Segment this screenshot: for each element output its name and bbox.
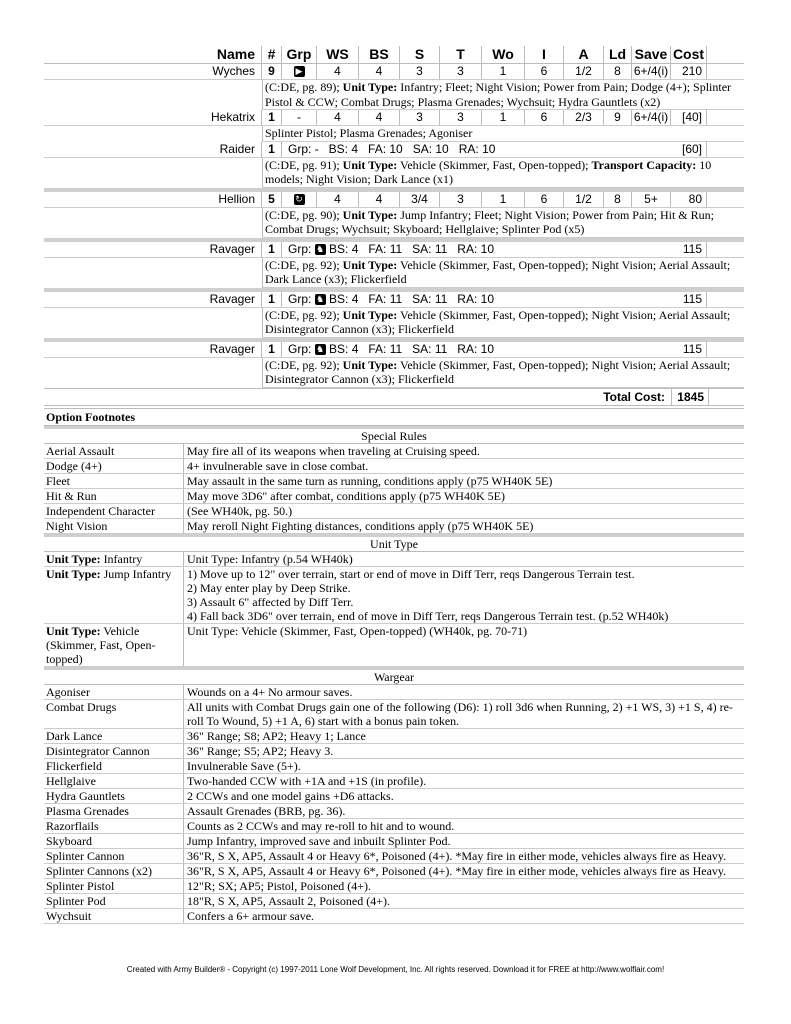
footnote-key xyxy=(44,729,184,743)
footnote-key-text: Fleet xyxy=(46,474,70,488)
header-i: I xyxy=(525,46,564,63)
unit-row xyxy=(44,292,744,308)
unit-a: 1/2 xyxy=(564,64,604,79)
header-a: A xyxy=(564,46,604,63)
vehicle-stats: BS: 4 FA: 11 SA: 11 RA: 10 xyxy=(329,291,494,306)
unit-wo: 1 xyxy=(482,64,525,79)
footnote-value: Invulnerable Save (5+). xyxy=(187,759,301,773)
unit-name: Hellion xyxy=(44,192,262,207)
footnote-value: Unit Type: Infantry (p.54 WH40k) xyxy=(187,552,353,566)
footnote-row xyxy=(44,489,744,504)
footnote-key xyxy=(44,504,184,518)
header-ld: Ld xyxy=(604,46,632,63)
unit-cost: 115 xyxy=(671,292,707,307)
footnote-row xyxy=(44,685,744,700)
unit-ws: 4 xyxy=(317,110,359,125)
total-cost-row xyxy=(44,388,744,406)
vehicle-stats: BS: 4 FA: 11 SA: 11 RA: 10 xyxy=(329,341,494,356)
unit-row xyxy=(44,142,744,158)
unit-save: 6+/4(i) xyxy=(632,64,671,79)
unit-count: 1 xyxy=(262,142,282,157)
footnote-key-bold: Unit Type: xyxy=(46,552,101,566)
footnote-key xyxy=(44,879,184,893)
footnote-row xyxy=(44,834,744,849)
vehicle-stats: Grp: - BS: 4 FA: 10 SA: 10 RA: 10 xyxy=(288,141,496,156)
footnote-key xyxy=(44,789,184,803)
unit-description: (C:DE, pg. 89); Unit Type: Infantry; Fleet; Night Vision; Power from Pain; Dodge (4+); Splinter Pistol & CCW; Combat Drugs; Plasma Grenades; Wychsuit; Hydra Gauntlets (x2) xyxy=(262,80,744,110)
footnote-key xyxy=(44,804,184,818)
unit-cost: 115 xyxy=(671,242,707,257)
unit-s: 3 xyxy=(400,110,440,125)
unit-name: Hekatrix xyxy=(44,110,262,125)
footnote-row xyxy=(44,864,744,879)
footnote-row xyxy=(44,552,744,567)
unit-s: 3/4 xyxy=(400,192,440,207)
footnote-key xyxy=(44,685,184,699)
header-count: # xyxy=(262,46,282,63)
footnote-row xyxy=(44,774,744,789)
footnote-key-text: Dodge (4+) xyxy=(46,459,102,473)
unit-cost: 115 xyxy=(671,342,707,357)
footnote-key xyxy=(44,909,184,923)
footnote-value: 12"R; SX; AP5; Pistol, Poisoned (4+). xyxy=(187,879,372,893)
beast-group-icon: ♞ xyxy=(316,243,325,254)
header-grp: Grp xyxy=(282,46,317,63)
unit-t: 3 xyxy=(440,110,482,125)
footnote-key-bold: Unit Type: xyxy=(46,567,101,581)
unit-grp: - xyxy=(282,110,317,125)
footnote-value: All units with Combat Drugs gain one of the following (D6): 1) roll 3d6 when Running, 2) +1 WS, 3) +1 S, 4) re-roll To Wound, 5) +1 A, 6) start with a bonus pain token. xyxy=(187,700,733,728)
footnote-value: 36"R, S X, AP5, Assault 4 or Heavy 6*, Poisoned (4+). *May fire in either mode, vehicles always fire as Heavy. xyxy=(187,849,727,863)
footnote-key-text: Jump Infantry xyxy=(100,567,172,581)
unit-ws: 4 xyxy=(317,192,359,207)
unit-description: Splinter Pistol; Plasma Grenades; Agoniser xyxy=(262,126,744,142)
footnotes-title: Option Footnotes xyxy=(44,409,744,426)
unit-description: (C:DE, pg. 91); Unit Type: Vehicle (Skimmer, Fast, Open-topped); Transport Capacity: 10 models; Night Vision; Dark Lance (x1) xyxy=(262,158,744,188)
footnote-value: Assault Grenades (BRB, pg. 36). xyxy=(187,804,346,818)
unit-row xyxy=(44,242,744,258)
footnote-value: 36" Range; S5; AP2; Heavy 3. xyxy=(187,744,334,758)
footnote-key xyxy=(44,864,184,878)
arrow-group-icon: ▶ xyxy=(282,64,317,79)
unit-ld: 9 xyxy=(604,110,632,125)
footnote-value: 36"R, S X, AP5, Assault 4 or Heavy 6*, Poisoned (4+). *May fire in either mode, vehicles always fire as Heavy. xyxy=(187,864,727,878)
footnote-row xyxy=(44,879,744,894)
header-cost: Cost xyxy=(671,46,707,63)
footnote-key xyxy=(44,552,184,566)
unit-wo: 1 xyxy=(482,192,525,207)
footnote-value: 2 CCWs and one model gains +D6 attacks. xyxy=(187,789,394,803)
footnote-value: 36" Range; S8; AP2; Heavy 1; Lance xyxy=(187,729,366,743)
unit-count: 1 xyxy=(262,292,282,307)
footnote-value: May move 3D6" after combat, conditions apply (p75 WH40K 5E) xyxy=(187,489,505,503)
footnote-key-text: Splinter Cannon xyxy=(46,849,125,863)
unit-save: 5+ xyxy=(632,192,671,207)
option-footnotes xyxy=(44,408,744,924)
footnote-key-text: Agoniser xyxy=(46,685,90,699)
footnote-row xyxy=(44,729,744,744)
footnote-key xyxy=(44,849,184,863)
unit-i: 6 xyxy=(525,64,564,79)
footnote-key-bold: Unit Type: xyxy=(46,624,101,638)
footnote-key-text: Independent Character xyxy=(46,504,155,518)
unit-i: 6 xyxy=(525,192,564,207)
footnote-row xyxy=(44,804,744,819)
unit-bs: 4 xyxy=(359,64,400,79)
footnote-key xyxy=(44,567,184,623)
unit-description: (C:DE, pg. 90); Unit Type: Jump Infantry; Fleet; Night Vision; Power from Pain; Hit & Run; Combat Drugs; Wychsuit; Skyboard; Hellglaive; Splinter Pod (x5) xyxy=(262,208,744,238)
footnote-value: (See WH40k, pg. 50.) xyxy=(187,504,293,518)
unit-row xyxy=(44,110,744,126)
units-header-row xyxy=(44,46,744,64)
unit-t: 3 xyxy=(440,64,482,79)
footnote-row xyxy=(44,474,744,489)
total-cost-label: Total Cost: xyxy=(44,389,672,405)
footnote-value: 18"R, S X, AP5, Assault 2, Poisoned (4+). xyxy=(187,894,391,908)
unit-count: 9 xyxy=(262,64,282,79)
footnote-row xyxy=(44,504,744,519)
footnote-key xyxy=(44,819,184,833)
header-bs: BS xyxy=(359,46,400,63)
header-wo: Wo xyxy=(482,46,525,63)
footnote-key xyxy=(44,459,184,473)
unit-ws: 4 xyxy=(317,64,359,79)
footnote-key xyxy=(44,894,184,908)
footnote-key xyxy=(44,444,184,458)
footnote-key-text: Wychsuit xyxy=(46,909,92,923)
footnote-key-text: Splinter Cannons (x2) xyxy=(46,864,152,878)
header-name: Name xyxy=(44,46,262,63)
unit-row xyxy=(44,342,744,358)
header-t: T xyxy=(440,46,482,63)
footnote-value: Confers a 6+ armour save. xyxy=(187,909,315,923)
footnote-key-text: Infantry xyxy=(100,552,143,566)
footnote-key xyxy=(44,519,184,533)
footnote-key xyxy=(44,759,184,773)
units-table xyxy=(44,46,744,406)
unit-count: 1 xyxy=(262,342,282,357)
unit-ld: 8 xyxy=(604,192,632,207)
footnote-value: May assault in the same turn as running, conditions apply (p75 WH40K 5E) xyxy=(187,474,553,488)
footnote-row xyxy=(44,849,744,864)
unit-cost: [60] xyxy=(671,142,707,157)
vehicle-stat-line xyxy=(282,142,671,157)
footnote-key-text: Razorflails xyxy=(46,819,99,833)
vehicle-stat-line: Grp: ♞ BS: 4 FA: 11 SA: 11 RA: 10 xyxy=(288,341,494,356)
footnote-value: Unit Type: Vehicle (Skimmer, Fast, Open-topped) (WH40k, pg. 70-71) xyxy=(187,624,528,638)
unit-row xyxy=(44,192,744,208)
footnote-section-heading: Unit Type xyxy=(44,534,744,552)
footnote-key-text: Skyboard xyxy=(46,834,92,848)
unit-s: 3 xyxy=(400,64,440,79)
footnote-value: Wounds on a 4+ No armour saves. xyxy=(187,685,353,699)
footnote-value: May fire all of its weapons when traveling at Cruising speed. xyxy=(187,444,480,458)
footnote-key-text: Hit & Run xyxy=(46,489,97,503)
footnote-key xyxy=(44,489,184,503)
footnote-key xyxy=(44,474,184,488)
footnote-row xyxy=(44,909,744,924)
header-s: S xyxy=(400,46,440,63)
unit-count: 1 xyxy=(262,242,282,257)
header-save: Save xyxy=(632,46,671,63)
unit-a: 2/3 xyxy=(564,110,604,125)
swirl-group-icon: ↻ xyxy=(282,192,317,207)
footnote-key xyxy=(44,744,184,758)
footnote-key-text: Hydra Gauntlets xyxy=(46,789,125,803)
footnote-value: May reroll Night Fighting distances, conditions apply (p75 WH40K 5E) xyxy=(187,519,534,533)
footnote-row xyxy=(44,624,744,667)
footnote-row xyxy=(44,444,744,459)
unit-t: 3 xyxy=(440,192,482,207)
vehicle-stat-line: Grp: ♞ BS: 4 FA: 11 SA: 11 RA: 10 xyxy=(288,241,494,256)
footnote-row xyxy=(44,567,744,624)
footnote-key-text: Splinter Pistol xyxy=(46,879,115,893)
unit-name: Wyches xyxy=(44,64,262,79)
page-footer: Created with Army Builder® - Copyright (c) 1997-2011 Lone Wolf Development, Inc. All rights reserved. Download it for FREE at http://www.wolflair.com! xyxy=(126,965,665,974)
unit-cost: [40] xyxy=(671,110,707,125)
unit-ld: 8 xyxy=(604,64,632,79)
unit-cost: 210 xyxy=(671,64,707,79)
footnote-key xyxy=(44,834,184,848)
footnote-key xyxy=(44,774,184,788)
unit-rows xyxy=(44,64,744,388)
footnote-section-heading: Wargear xyxy=(44,667,744,685)
footnote-key-text: Dark Lance xyxy=(46,729,103,743)
footnote-key-text: Night Vision xyxy=(46,519,108,533)
beast-group-icon: ♞ xyxy=(316,293,325,304)
footnote-key-text: Flickerfield xyxy=(46,759,102,773)
footnote-row xyxy=(44,700,744,729)
unit-name: Raider xyxy=(44,142,262,157)
footnote-key-text: Aerial Assault xyxy=(46,444,115,458)
unit-bs: 4 xyxy=(359,110,400,125)
unit-save: 6+/4(i) xyxy=(632,110,671,125)
footnote-key xyxy=(44,700,184,728)
unit-wo: 1 xyxy=(482,110,525,125)
unit-row xyxy=(44,64,744,80)
footnote-key-text: Splinter Pod xyxy=(46,894,106,908)
unit-name: Ravager xyxy=(44,342,262,357)
footnote-row xyxy=(44,744,744,759)
footnote-sections xyxy=(44,426,744,924)
footnote-key-text: Combat Drugs xyxy=(46,700,117,714)
total-cost-value: 1845 xyxy=(672,389,709,405)
beast-group-icon: ♞ xyxy=(316,343,325,354)
unit-description: (C:DE, pg. 92); Unit Type: Vehicle (Skimmer, Fast, Open-topped); Night Vision; Aerial Assault; Disintegrator Cannon (x3); Flickerfield xyxy=(262,308,744,338)
footnote-value: Two-handed CCW with +1A and +1S (in profile). xyxy=(187,774,427,788)
unit-description: (C:DE, pg. 92); Unit Type: Vehicle (Skimmer, Fast, Open-topped); Night Vision; Aerial Assault; Disintegrator Cannon (x3); Flickerfield xyxy=(262,358,744,388)
vehicle-stats: BS: 4 FA: 11 SA: 11 RA: 10 xyxy=(329,241,494,256)
unit-cost: 80 xyxy=(671,192,707,207)
header-ws: WS xyxy=(317,46,359,63)
unit-i: 6 xyxy=(525,110,564,125)
unit-name: Ravager xyxy=(44,292,262,307)
unit-bs: 4 xyxy=(359,192,400,207)
footnote-section-heading: Special Rules xyxy=(44,426,744,444)
unit-count: 5 xyxy=(262,192,282,207)
footnote-key-text: Plasma Grenades xyxy=(46,804,129,818)
unit-a: 1/2 xyxy=(564,192,604,207)
footnote-row xyxy=(44,759,744,774)
footnote-key-text: Hellglaive xyxy=(46,774,96,788)
footnote-key-text: Vehicle (Skimmer, Fast, Open-topped) xyxy=(46,624,156,666)
footnote-key xyxy=(44,624,184,666)
footnote-value: 1) Move up to 12" over terrain, start or end of move in Diff Terr, reqs Dangerous Terrain test. 2) May enter play by Deep Strike. 3) Assault 6" affected by Diff Terr. 4) Fall back 3D6" over terrain, end of move in Diff Terr, reqs Dangerous Terrain test. (p.52 WH40k) xyxy=(187,567,669,623)
footnote-row xyxy=(44,894,744,909)
unit-count: 1 xyxy=(262,110,282,125)
footnote-row xyxy=(44,519,744,534)
vehicle-stat-line: Grp: ♞ BS: 4 FA: 11 SA: 11 RA: 10 xyxy=(288,291,494,306)
unit-name: Ravager xyxy=(44,242,262,257)
footnote-value: 4+ invulnerable save in close combat. xyxy=(187,459,369,473)
footnote-value: Counts as 2 CCWs and may re-roll to hit and to wound. xyxy=(187,819,455,833)
footnote-row xyxy=(44,789,744,804)
footnote-value: Jump Infantry, improved save and inbuilt Splinter Pod. xyxy=(187,834,451,848)
unit-description: (C:DE, pg. 92); Unit Type: Vehicle (Skimmer, Fast, Open-topped); Night Vision; Aerial Assault; Dark Lance (x3); Flickerfield xyxy=(262,258,744,288)
footnote-key-text: Disintegrator Cannon xyxy=(46,744,150,758)
footnote-row xyxy=(44,819,744,834)
footnote-row xyxy=(44,459,744,474)
